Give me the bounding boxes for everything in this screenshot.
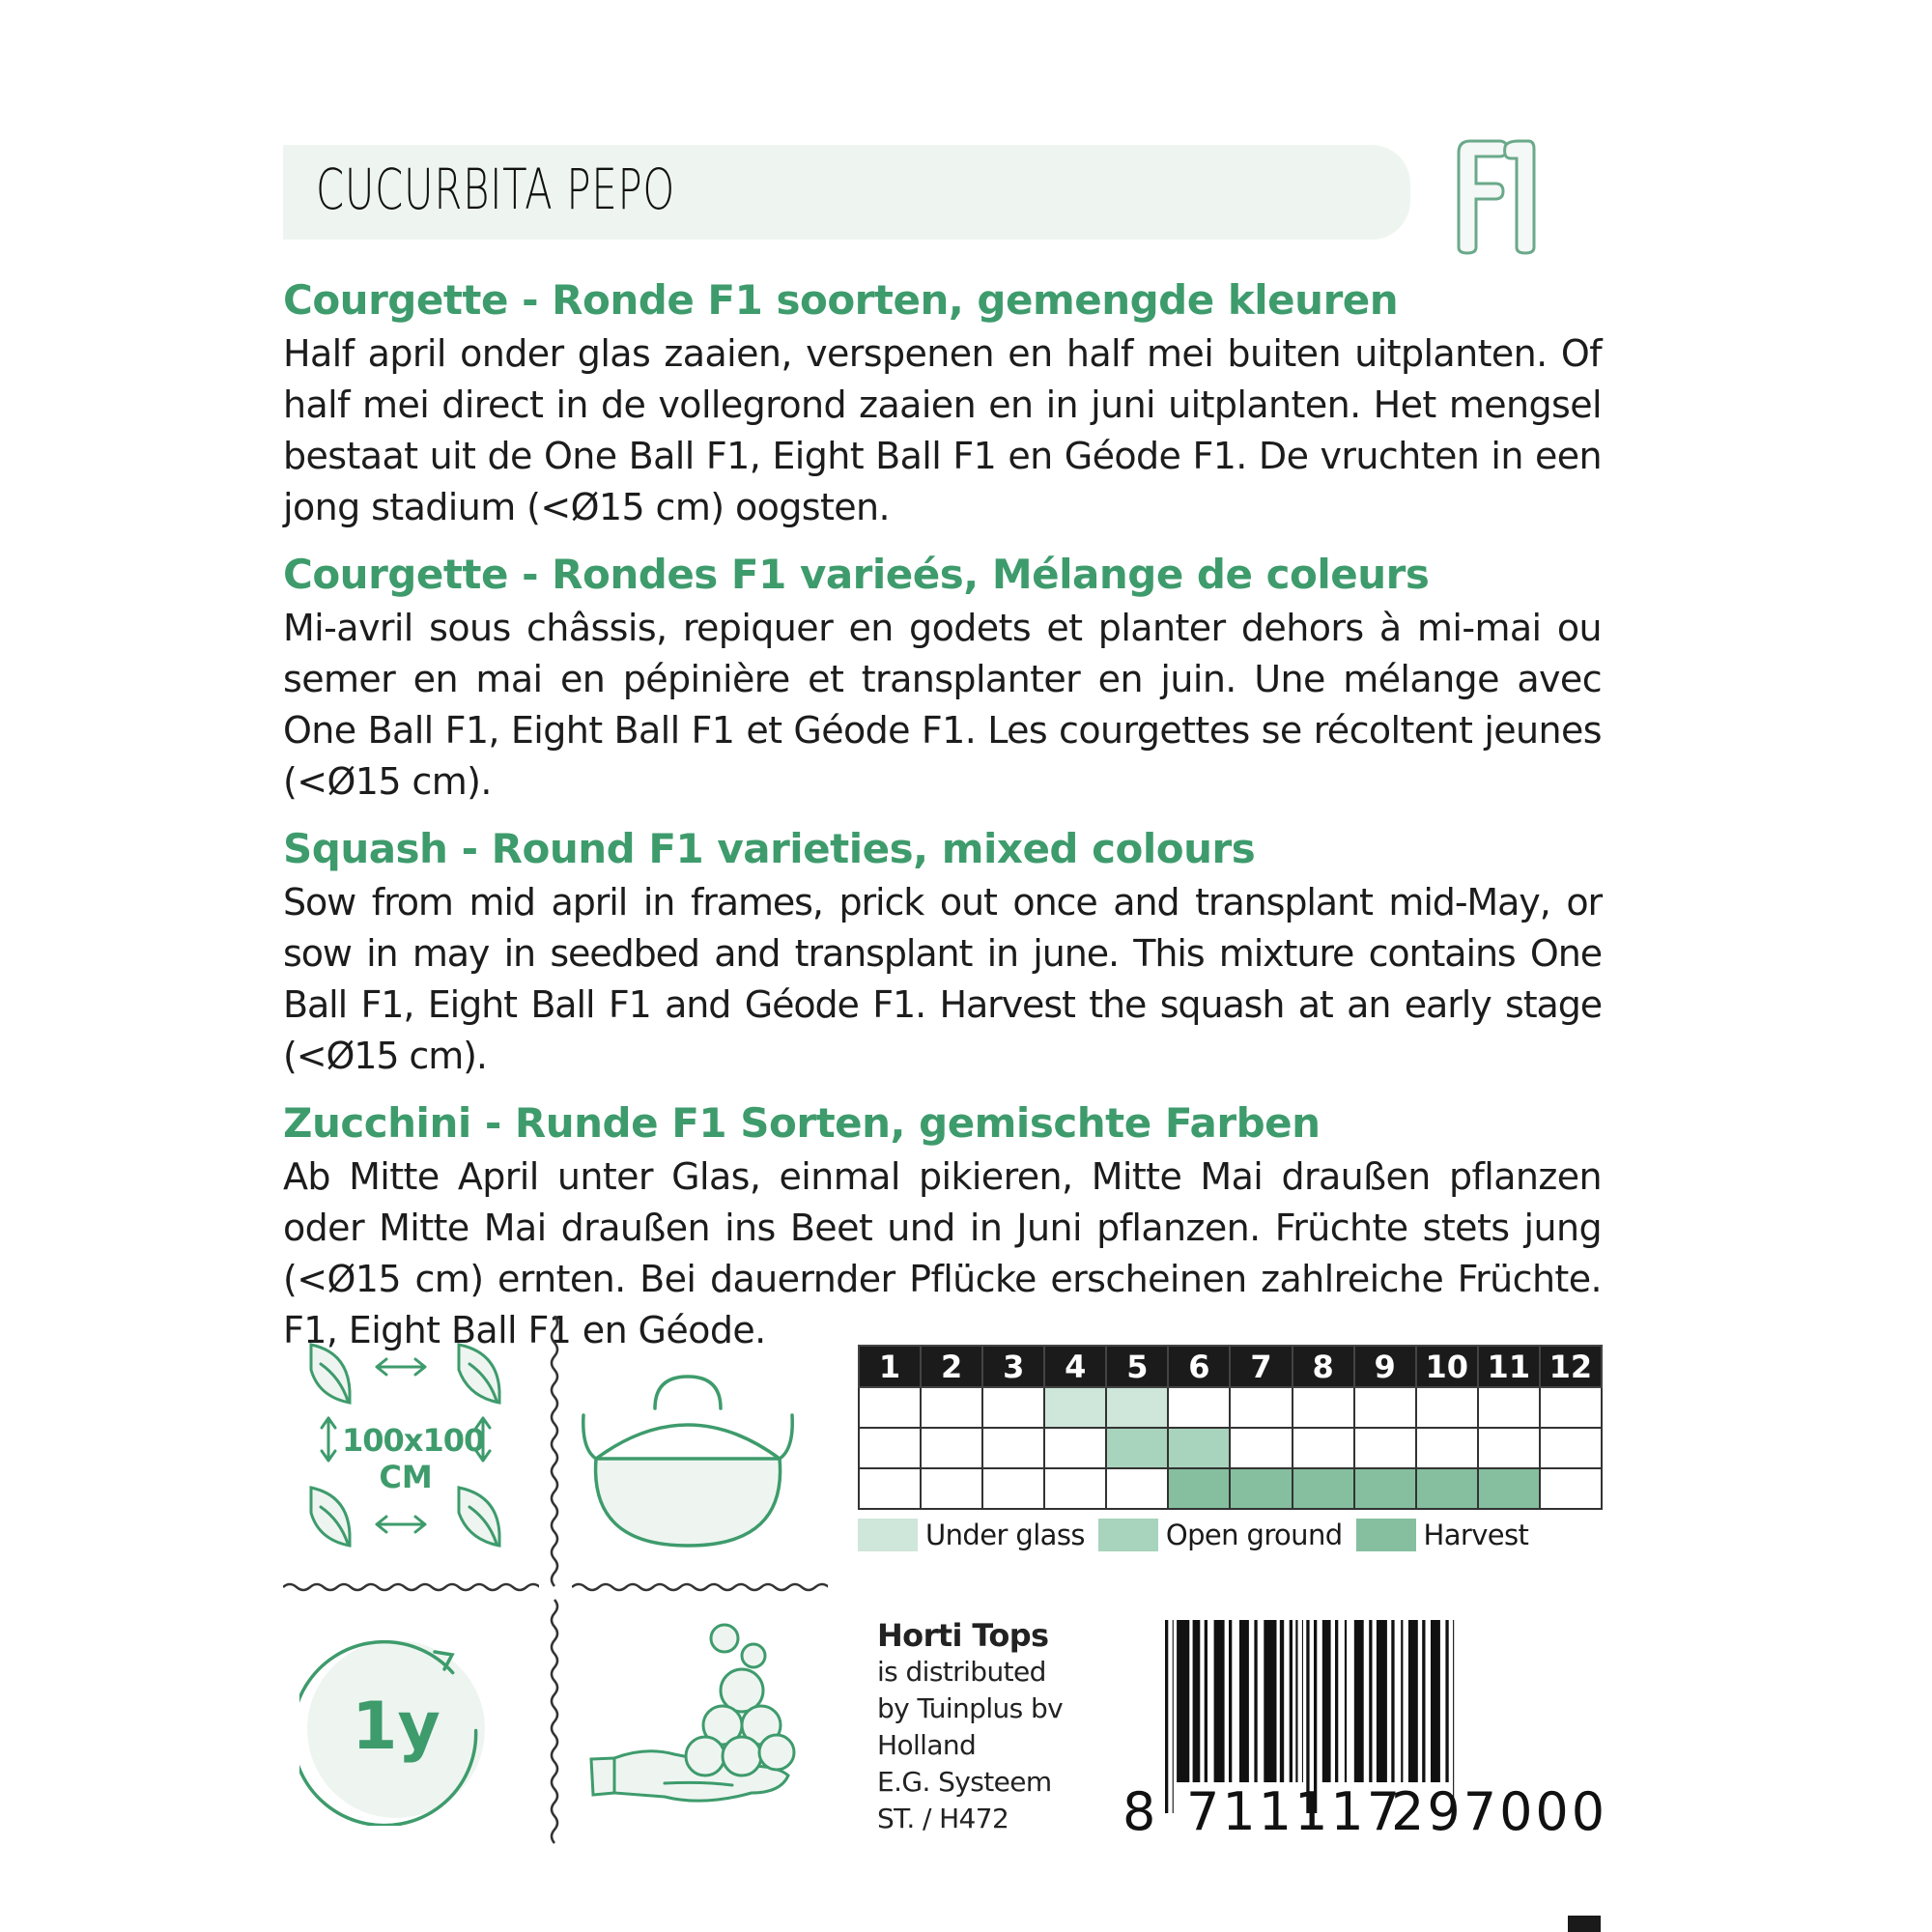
calendar-cell <box>1478 1387 1540 1428</box>
distributor-line: ST. / H472 <box>877 1803 1009 1834</box>
f1-badge-icon <box>1447 133 1544 259</box>
calendar-cell <box>1293 1468 1354 1509</box>
section-body: Mi-avril sous châssis, repiquer en godets et planter dehors à mi-mai ou semer en mai en pépinière et transplanter en juin. Une mélange avec One Ball F1, Eight Ball F1 et Géode F1. Les courgettes se récoltent jeunes (<Ø15 cm). <box>283 607 1602 803</box>
calendar-cell <box>1044 1468 1106 1509</box>
section-body: Half april onder glas zaaien, verspenen en half mei buiten uitplanten. Of half mei direct in de vollegrond zaaien en in juni uitplanten. Het mengsel bestaat uit de One Ball F1, Eight Ball F1 en Géode F1. De vruchten in een jong stadium (<Ø15 cm) oogsten. <box>283 332 1602 528</box>
print-corner-mark <box>1568 1916 1601 1932</box>
legend-swatch <box>1098 1519 1158 1551</box>
barcode-right-group: 297000 <box>1391 1781 1608 1842</box>
month-4: 4 <box>1044 1346 1106 1387</box>
calendar-cell <box>1478 1428 1540 1468</box>
legend-swatch <box>1356 1519 1416 1551</box>
calendar-row-harvest <box>859 1468 1602 1509</box>
calendar-cell <box>859 1428 921 1468</box>
calendar-cell <box>1354 1428 1416 1468</box>
calendar-cell <box>921 1468 982 1509</box>
calendar-cell <box>1354 1468 1416 1509</box>
month-8: 8 <box>1293 1346 1354 1387</box>
harvest-hand-icon <box>587 1621 810 1814</box>
wavy-divider-horizontal-left <box>283 1580 539 1594</box>
legend-label: Harvest <box>1423 1519 1529 1551</box>
legend-label: Under glass <box>925 1519 1085 1551</box>
legend-open-ground <box>1098 1519 1343 1551</box>
calendar-cell <box>982 1387 1044 1428</box>
calendar-cell <box>1416 1428 1478 1468</box>
month-9: 9 <box>1354 1346 1416 1387</box>
section-dutch <box>283 272 1602 533</box>
section-french <box>283 547 1602 808</box>
section-title: Courgette - Ronde F1 soorten, gemengde kleuren <box>283 276 1399 324</box>
calendar-cell <box>1293 1428 1354 1468</box>
section-title: Courgette - Rondes F1 varieés, Mélange de coleurs <box>283 551 1430 598</box>
calendar-cell <box>1540 1387 1602 1428</box>
legend-harvest <box>1356 1519 1529 1551</box>
germination-lifespan-icon <box>299 1623 493 1826</box>
section-german <box>283 1095 1602 1356</box>
calendar-cell <box>921 1387 982 1428</box>
barcode-first-digit: 8 <box>1122 1781 1159 1842</box>
calendar-cell <box>1044 1428 1106 1468</box>
calendar-cell <box>1168 1468 1230 1509</box>
wavy-divider-horizontal-right <box>572 1580 828 1594</box>
month-10: 10 <box>1416 1346 1478 1387</box>
calendar-cell <box>859 1468 921 1509</box>
calendar-cell <box>1168 1428 1230 1468</box>
calendar-cell <box>1416 1387 1478 1428</box>
brand-name: Horti Tops <box>877 1617 1049 1654</box>
legend-under-glass <box>858 1519 1085 1551</box>
calendar-cell <box>1044 1387 1106 1428</box>
calendar-cell <box>1540 1428 1602 1468</box>
calendar-month-header <box>859 1346 1602 1387</box>
month-5: 5 <box>1106 1346 1168 1387</box>
section-title: Zucchini - Runde F1 Sorten, gemischte Farben <box>283 1099 1321 1147</box>
legend-label: Open ground <box>1165 1519 1343 1551</box>
section-title: Squash - Round F1 varieties, mixed colours <box>283 825 1256 872</box>
section-body: Sow from mid april in frames, prick out once and transplant mid-May, or sow in may in seedbed and transplant in june. This mixture contains One Ball F1, Eight Ball F1 and Géode F1. Harvest the squash at an early stage (<Ø15 cm). <box>283 881 1602 1077</box>
month-2: 2 <box>921 1346 982 1387</box>
wavy-divider-vertical <box>547 1316 562 1857</box>
calendar-cell <box>1106 1428 1168 1468</box>
description-content <box>283 272 1602 1370</box>
month-3: 3 <box>982 1346 1044 1387</box>
plant-spacing-icon <box>299 1343 512 1565</box>
month-6: 6 <box>1168 1346 1230 1387</box>
spacing-label: 100x100 <box>342 1422 485 1459</box>
distributor-line: by Tuinplus bv <box>877 1692 1064 1724</box>
section-body: Ab Mitte April unter Glas, einmal pikieren, Mitte Mai draußen pflanzen oder Mitte Mai draußen ins Beet und in Juni pflanzen. Früchte stets jung (<Ø15 cm) ernten. Bei dauernder Pflücke erscheinen zahlreiche Früchte. F1, Eight Ball F1 en Géode. <box>283 1155 1602 1351</box>
month-11: 11 <box>1478 1346 1540 1387</box>
calendar-row-under-glass <box>859 1387 1602 1428</box>
calendar-cell <box>1168 1387 1230 1428</box>
calendar-cell <box>1230 1468 1292 1509</box>
calendar-cell <box>1416 1468 1478 1509</box>
barcode-left-group: 711117 <box>1186 1781 1404 1842</box>
distributor-line: is distributed <box>877 1656 1046 1688</box>
month-7: 7 <box>1230 1346 1292 1387</box>
calendar-cell <box>1354 1387 1416 1428</box>
calendar-cell <box>921 1428 982 1468</box>
month-1: 1 <box>859 1346 921 1387</box>
calendar-cell <box>1230 1387 1292 1428</box>
distributor-line: Holland <box>877 1729 977 1761</box>
calendar-cell <box>982 1428 1044 1468</box>
lifespan-label: 1y <box>352 1689 440 1765</box>
calendar-cell <box>1230 1428 1292 1468</box>
distributor-info <box>877 1617 1063 1837</box>
month-12: 12 <box>1540 1346 1602 1387</box>
spacing-unit: CM <box>379 1459 433 1495</box>
calendar-cell <box>1106 1387 1168 1428</box>
cooking-pot-icon <box>580 1372 797 1555</box>
calendar-legend <box>858 1519 1542 1551</box>
distributor-line: E.G. Systeem <box>877 1766 1052 1798</box>
sowing-calendar <box>858 1345 1603 1510</box>
calendar-cell <box>859 1387 921 1428</box>
latin-name: CUCURBITA PEPO <box>316 156 675 222</box>
legend-swatch <box>858 1519 918 1551</box>
calendar-cell <box>1478 1468 1540 1509</box>
section-english <box>283 821 1602 1082</box>
calendar-row-open-ground <box>859 1428 1602 1468</box>
calendar-cell <box>1106 1468 1168 1509</box>
calendar-cell <box>1540 1468 1602 1509</box>
calendar-cell <box>1293 1387 1354 1428</box>
calendar-cell <box>982 1468 1044 1509</box>
